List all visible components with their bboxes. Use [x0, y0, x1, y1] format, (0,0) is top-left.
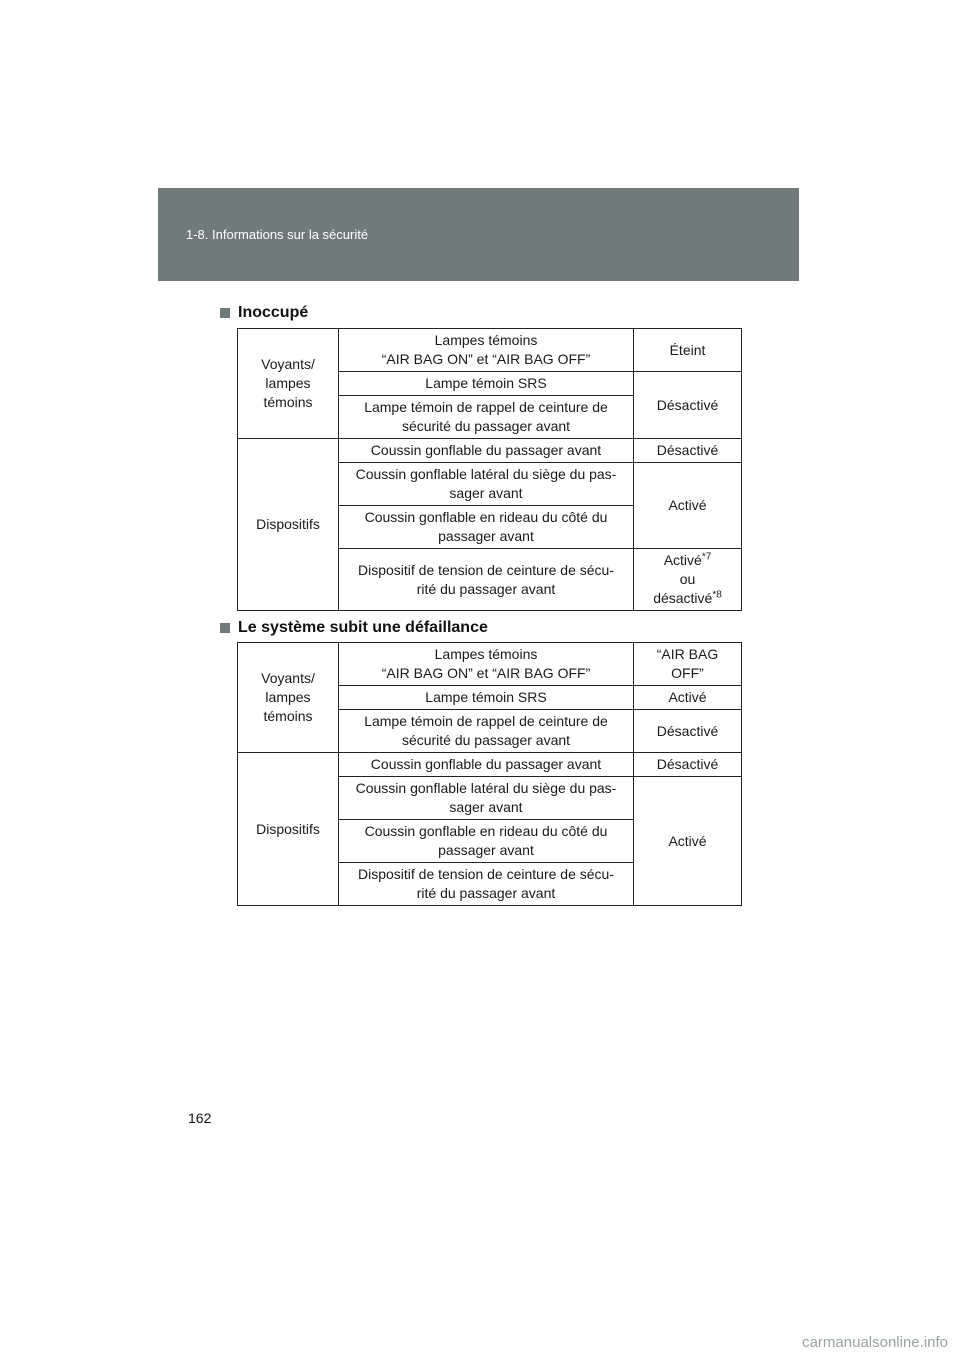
- chapter-title: 1-8. Informations sur la sécurité: [186, 227, 369, 242]
- item-cell: Coussin gonflable latéral du siège du pas- sager avant: [339, 777, 634, 820]
- table-row: [238, 329, 742, 372]
- status-table-defaillance: [237, 642, 742, 906]
- status-cell: “AIR BAG OFF”: [634, 643, 742, 686]
- group-label-voyants: Voyants/ lampes témoins: [238, 643, 339, 753]
- item-cell: Lampe témoin de rappel de ceinture de sécurité du passager avant: [339, 710, 634, 753]
- status-table-inoccupe: [237, 328, 742, 611]
- square-bullet-icon: [220, 308, 230, 318]
- status-cell: Désactivé: [634, 439, 742, 463]
- footnote-mark: *7: [701, 551, 712, 563]
- item-cell: Dispositif de tension de ceinture de sécu- rité du passager avant: [339, 549, 634, 611]
- chapter-header-band: [158, 188, 799, 281]
- section-heading-inoccupe: [220, 304, 308, 322]
- item-cell: Coussin gonflable en rideau du côté du passager avant: [339, 820, 634, 863]
- status-cell: Éteint: [634, 329, 742, 372]
- group-label-voyants: Voyants/ lampes témoins: [238, 329, 339, 439]
- section-heading-text: Le système subit une défaillance: [238, 619, 488, 636]
- status-inactive: désactivé: [653, 590, 713, 606]
- status-cell: Désactivé: [634, 753, 742, 777]
- item-cell: Dispositif de tension de ceinture de sécu- rité du passager avant: [339, 863, 634, 906]
- status-cell: Désactivé: [634, 372, 742, 439]
- item-cell: Lampe témoin SRS: [339, 686, 634, 710]
- item-cell: Coussin gonflable en rideau du côté du passager avant: [339, 506, 634, 549]
- item-cell: Coussin gonflable du passager avant: [339, 439, 634, 463]
- page-number: 162: [188, 1110, 212, 1126]
- section-heading-text: Inoccupé: [238, 304, 309, 321]
- status-active: Activé: [663, 552, 702, 568]
- item-cell: Lampe témoin SRS: [339, 372, 634, 396]
- item-cell: Lampes témoins “AIR BAG ON” et “AIR BAG OFF”: [339, 643, 634, 686]
- item-cell: Coussin gonflable du passager avant: [339, 753, 634, 777]
- group-label-dispositifs: Dispositifs: [238, 439, 339, 611]
- watermark: carmanualsonline.info: [802, 1334, 948, 1351]
- table-row: [238, 643, 742, 686]
- status-cell: Activé: [634, 777, 742, 906]
- group-label-dispositifs: Dispositifs: [238, 753, 339, 906]
- table-row: [238, 439, 742, 463]
- status-or: ou: [679, 571, 696, 587]
- item-cell: Lampe témoin de rappel de ceinture de sécurité du passager avant: [339, 396, 634, 439]
- square-bullet-icon: [220, 623, 230, 633]
- item-cell: Lampes témoins “AIR BAG ON” et “AIR BAG OFF”: [339, 329, 634, 372]
- item-cell: Coussin gonflable latéral du siège du pas- sager avant: [339, 463, 634, 506]
- status-cell: Désactivé: [634, 710, 742, 753]
- footnote-mark: *8: [712, 589, 722, 601]
- status-cell: Activé: [634, 463, 742, 549]
- table-row: [238, 753, 742, 777]
- status-cell-conditional: [634, 549, 742, 611]
- section-heading-defaillance: [220, 619, 488, 637]
- status-cell: Activé: [634, 686, 742, 710]
